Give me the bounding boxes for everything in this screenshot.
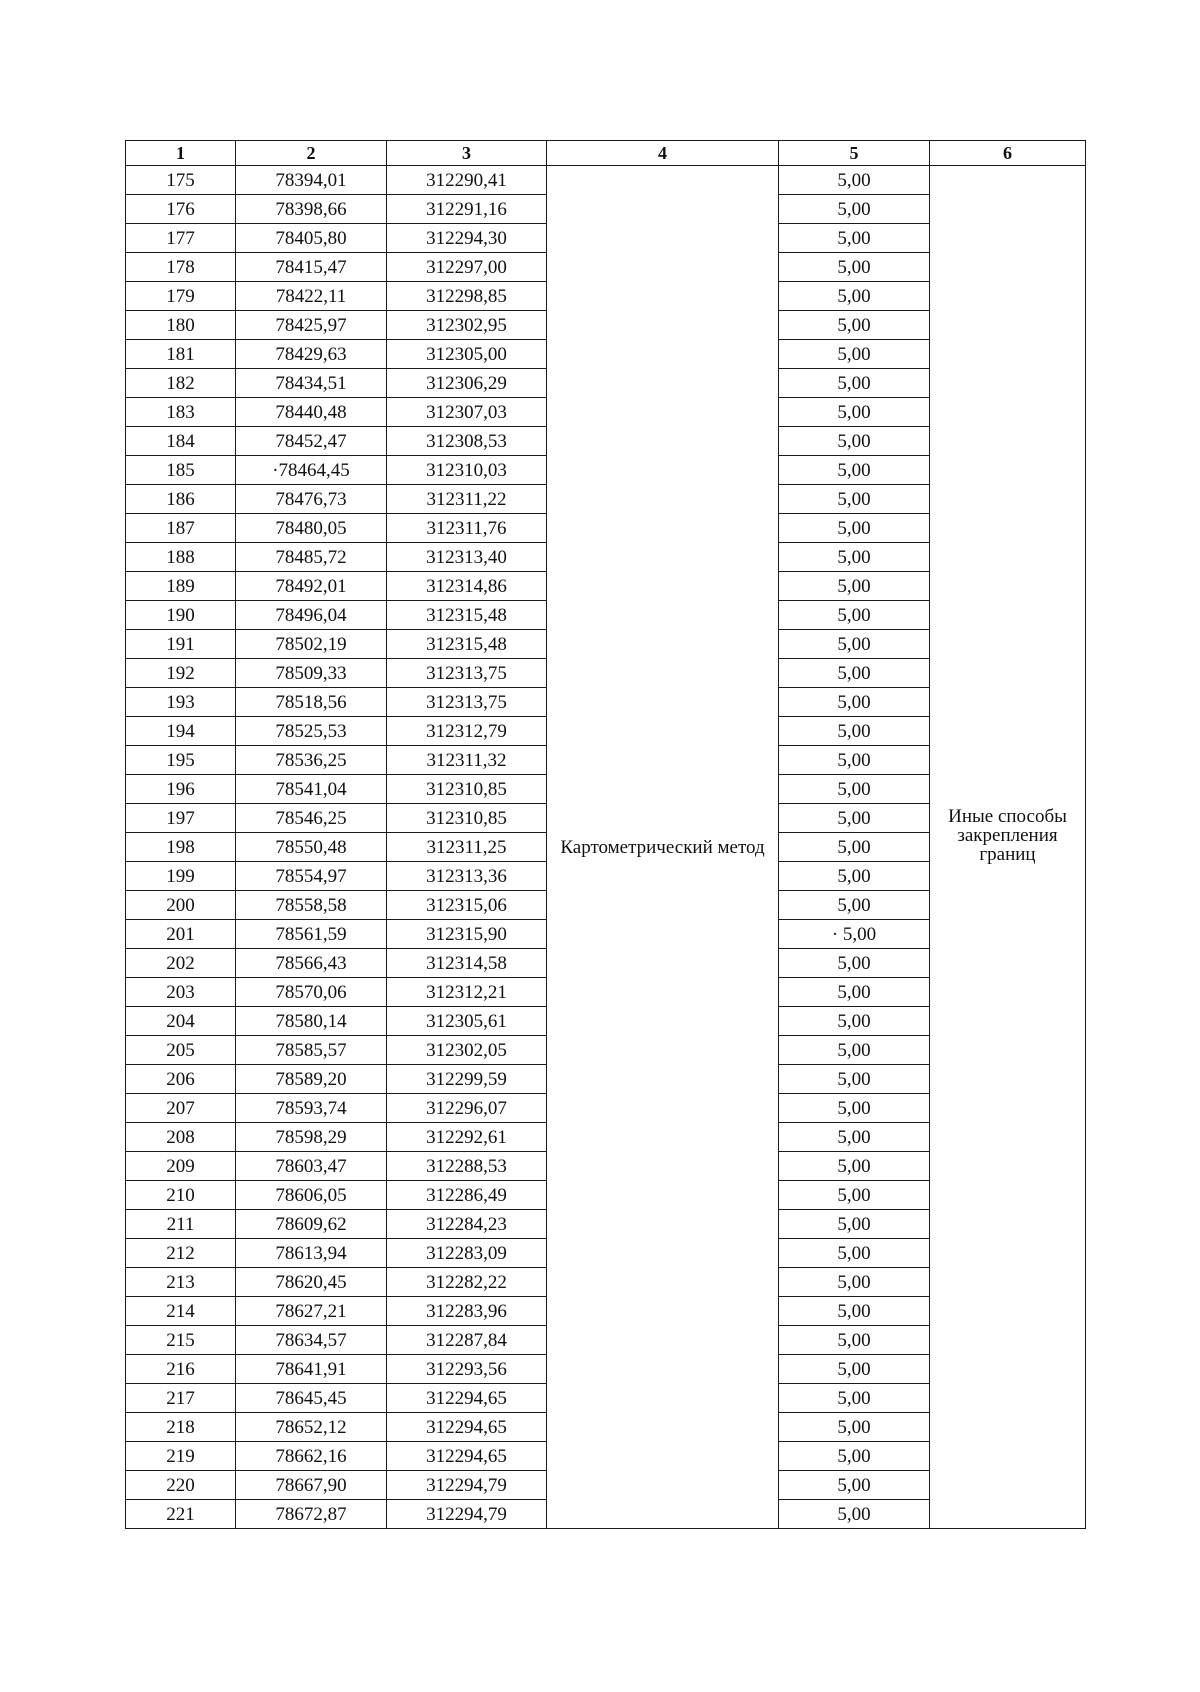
coordinate-y-cell: 312311,22 [387, 485, 547, 514]
point-number-cell: 207 [126, 1094, 236, 1123]
point-number-cell: 185 [126, 456, 236, 485]
coordinate-y-cell: 312306,29 [387, 369, 547, 398]
point-number-cell: 204 [126, 1007, 236, 1036]
point-number-cell: 188 [126, 543, 236, 572]
coordinate-x-cell: 78452,47 [236, 427, 387, 456]
point-number-cell: 219 [126, 1442, 236, 1471]
table-body [126, 166, 1086, 1529]
coordinate-y-cell: 312314,86 [387, 572, 547, 601]
accuracy-cell: 5,00 [779, 369, 930, 398]
fixing-method-cell [930, 166, 1086, 1529]
point-number-cell: 211 [126, 1210, 236, 1239]
accuracy-cell: 5,00 [779, 862, 930, 891]
point-number-cell: 184 [126, 427, 236, 456]
point-number-cell: 206 [126, 1065, 236, 1094]
header-row [126, 141, 1086, 166]
header-col-3: 3 [387, 141, 547, 166]
boundary-points-table [125, 140, 1086, 1529]
coordinate-x-cell: 78429,63 [236, 340, 387, 369]
coordinate-y-cell: 312305,61 [387, 1007, 547, 1036]
point-number-cell: 200 [126, 891, 236, 920]
coordinate-y-cell: 312287,84 [387, 1326, 547, 1355]
point-number-cell: 221 [126, 1500, 236, 1529]
coordinate-y-cell: 312290,41 [387, 166, 547, 195]
accuracy-cell: 5,00 [779, 1239, 930, 1268]
accuracy-cell: 5,00 [779, 891, 930, 920]
coordinate-y-cell: 312284,23 [387, 1210, 547, 1239]
point-number-cell: 197 [126, 804, 236, 833]
accuracy-cell: 5,00 [779, 514, 930, 543]
accuracy-cell: 5,00 [779, 659, 930, 688]
accuracy-cell: 5,00 [779, 833, 930, 862]
coordinate-x-cell: 78550,48 [236, 833, 387, 862]
coordinate-y-cell: 312296,07 [387, 1094, 547, 1123]
coordinate-x-cell: 78641,91 [236, 1355, 387, 1384]
coordinate-x-cell: 78593,74 [236, 1094, 387, 1123]
coordinate-x-cell: ·78464,45 [236, 456, 387, 485]
coordinate-y-cell: 312291,16 [387, 195, 547, 224]
point-number-cell: 218 [126, 1413, 236, 1442]
point-number-cell: 202 [126, 949, 236, 978]
accuracy-cell: 5,00 [779, 1007, 930, 1036]
coordinate-y-cell: 312311,25 [387, 833, 547, 862]
coordinate-y-cell: 312307,03 [387, 398, 547, 427]
coordinate-y-cell: 312288,53 [387, 1152, 547, 1181]
coordinate-y-cell: 312310,85 [387, 775, 547, 804]
coordinate-y-cell: 312315,90 [387, 920, 547, 949]
point-number-cell: 183 [126, 398, 236, 427]
accuracy-cell: 5,00 [779, 253, 930, 282]
coordinate-x-cell: 78627,21 [236, 1297, 387, 1326]
accuracy-cell: 5,00 [779, 1384, 930, 1413]
coordinate-y-cell: 312294,65 [387, 1384, 547, 1413]
point-number-cell: 214 [126, 1297, 236, 1326]
fixing-method-text: Иные способы закрепления границ [948, 805, 1067, 865]
header-col-6: 6 [930, 141, 1086, 166]
coordinate-y-cell: 312299,59 [387, 1065, 547, 1094]
coordinate-y-cell: 312315,06 [387, 891, 547, 920]
coordinate-x-cell: 78496,04 [236, 601, 387, 630]
table-header [126, 141, 1086, 166]
coordinate-x-cell: 78570,06 [236, 978, 387, 1007]
coordinate-x-cell: 78405,80 [236, 224, 387, 253]
accuracy-cell: 5,00 [779, 1500, 930, 1529]
coordinate-y-cell: 312282,22 [387, 1268, 547, 1297]
coordinate-x-cell: 78603,47 [236, 1152, 387, 1181]
coordinate-x-cell: 78613,94 [236, 1239, 387, 1268]
accuracy-cell: 5,00 [779, 224, 930, 253]
coordinate-x-cell: 78398,66 [236, 195, 387, 224]
coordinate-x-cell: 78492,01 [236, 572, 387, 601]
coordinate-x-cell: 78536,25 [236, 746, 387, 775]
accuracy-cell: 5,00 [779, 427, 930, 456]
coordinate-x-cell: 78645,45 [236, 1384, 387, 1413]
point-number-cell: 205 [126, 1036, 236, 1065]
accuracy-cell: 5,00 [779, 1355, 930, 1384]
coordinate-x-cell: 78580,14 [236, 1007, 387, 1036]
coordinate-x-cell: 78634,57 [236, 1326, 387, 1355]
point-number-cell: 186 [126, 485, 236, 514]
coordinate-x-cell: 78502,19 [236, 630, 387, 659]
point-number-cell: 212 [126, 1239, 236, 1268]
point-number-cell: 199 [126, 862, 236, 891]
coordinate-x-cell: 78554,97 [236, 862, 387, 891]
accuracy-cell: 5,00 [779, 1268, 930, 1297]
point-number-cell: 209 [126, 1152, 236, 1181]
accuracy-cell: 5,00 [779, 572, 930, 601]
point-number-cell: 215 [126, 1326, 236, 1355]
coordinate-y-cell: 312302,05 [387, 1036, 547, 1065]
coordinate-y-cell: 312286,49 [387, 1181, 547, 1210]
point-number-cell: 178 [126, 253, 236, 282]
coordinate-y-cell: 312305,00 [387, 340, 547, 369]
coordinate-y-cell: 312310,85 [387, 804, 547, 833]
coordinate-x-cell: 78485,72 [236, 543, 387, 572]
point-number-cell: 177 [126, 224, 236, 253]
coordinate-x-cell: 78422,11 [236, 282, 387, 311]
coordinate-y-cell: 312297,00 [387, 253, 547, 282]
coordinate-y-cell: 312283,96 [387, 1297, 547, 1326]
coordinate-x-cell: 78509,33 [236, 659, 387, 688]
coordinate-x-cell: 78480,05 [236, 514, 387, 543]
coordinate-x-cell: 78652,12 [236, 1413, 387, 1442]
coordinate-y-cell: 312294,30 [387, 224, 547, 253]
accuracy-cell: 5,00 [779, 978, 930, 1007]
point-number-cell: 216 [126, 1355, 236, 1384]
point-number-cell: 175 [126, 166, 236, 195]
header-col-2: 2 [236, 141, 387, 166]
coordinate-y-cell: 312313,75 [387, 688, 547, 717]
coordinate-x-cell: 78667,90 [236, 1471, 387, 1500]
coordinate-x-cell: 78525,53 [236, 717, 387, 746]
coordinate-x-cell: 78394,01 [236, 166, 387, 195]
accuracy-cell: 5,00 [779, 804, 930, 833]
accuracy-cell: 5,00 [779, 398, 930, 427]
point-number-cell: 210 [126, 1181, 236, 1210]
point-number-cell: 198 [126, 833, 236, 862]
coordinate-x-cell: 78541,04 [236, 775, 387, 804]
point-number-cell: 195 [126, 746, 236, 775]
point-number-cell: 192 [126, 659, 236, 688]
point-number-cell: 176 [126, 195, 236, 224]
accuracy-cell: 5,00 [779, 601, 930, 630]
coordinate-y-cell: 312294,65 [387, 1442, 547, 1471]
method-cell: Картометрический метод [547, 166, 779, 1529]
coordinate-y-cell: 312311,32 [387, 746, 547, 775]
accuracy-cell: 5,00 [779, 485, 930, 514]
accuracy-cell: 5,00 [779, 949, 930, 978]
accuracy-cell: 5,00 [779, 166, 930, 195]
coordinate-y-cell: 312313,40 [387, 543, 547, 572]
accuracy-cell: 5,00 [779, 1210, 930, 1239]
accuracy-cell: 5,00 [779, 1326, 930, 1355]
coordinate-y-cell: 312313,75 [387, 659, 547, 688]
accuracy-cell: 5,00 [779, 456, 930, 485]
coordinate-x-cell: 78566,43 [236, 949, 387, 978]
coordinate-y-cell: 312292,61 [387, 1123, 547, 1152]
coordinate-x-cell: 78561,59 [236, 920, 387, 949]
coordinate-y-cell: 312294,79 [387, 1471, 547, 1500]
coordinate-y-cell: 312313,36 [387, 862, 547, 891]
coordinate-x-cell: 78425,97 [236, 311, 387, 340]
coordinate-y-cell: 312310,03 [387, 456, 547, 485]
coordinate-x-cell: 78415,47 [236, 253, 387, 282]
point-number-cell: 213 [126, 1268, 236, 1297]
accuracy-cell: 5,00 [779, 340, 930, 369]
coordinate-x-cell: 78662,16 [236, 1442, 387, 1471]
coordinate-y-cell: 312293,56 [387, 1355, 547, 1384]
point-number-cell: 180 [126, 311, 236, 340]
accuracy-cell: 5,00 [779, 1036, 930, 1065]
coordinate-y-cell: 312311,76 [387, 514, 547, 543]
coordinate-x-cell: 78598,29 [236, 1123, 387, 1152]
coordinate-y-cell: 312294,79 [387, 1500, 547, 1529]
point-number-cell: 208 [126, 1123, 236, 1152]
coordinate-y-cell: 312312,21 [387, 978, 547, 1007]
point-number-cell: 190 [126, 601, 236, 630]
coordinate-y-cell: 312315,48 [387, 630, 547, 659]
coordinate-y-cell: 312298,85 [387, 282, 547, 311]
header-col-5: 5 [779, 141, 930, 166]
accuracy-cell: 5,00 [779, 311, 930, 340]
accuracy-cell: 5,00 [779, 1471, 930, 1500]
accuracy-cell: 5,00 [779, 1413, 930, 1442]
point-number-cell: 191 [126, 630, 236, 659]
coordinate-x-cell: 78620,45 [236, 1268, 387, 1297]
accuracy-cell: 5,00 [779, 282, 930, 311]
coordinate-x-cell: 78440,48 [236, 398, 387, 427]
coordinate-y-cell: 312294,65 [387, 1413, 547, 1442]
point-number-cell: 187 [126, 514, 236, 543]
coordinate-x-cell: 78606,05 [236, 1181, 387, 1210]
coordinate-y-cell: 312302,95 [387, 311, 547, 340]
accuracy-cell: 5,00 [779, 630, 930, 659]
accuracy-cell: 5,00 [779, 1152, 930, 1181]
coordinate-x-cell: 78589,20 [236, 1065, 387, 1094]
point-number-cell: 181 [126, 340, 236, 369]
accuracy-cell: 5,00 [779, 1442, 930, 1471]
coordinate-x-cell: 78476,73 [236, 485, 387, 514]
coordinate-x-cell: 78518,56 [236, 688, 387, 717]
coordinate-x-cell: 78546,25 [236, 804, 387, 833]
accuracy-cell: · 5,00 [779, 920, 930, 949]
coordinate-y-cell: 312283,09 [387, 1239, 547, 1268]
coordinate-y-cell: 312308,53 [387, 427, 547, 456]
header-col-1: 1 [126, 141, 236, 166]
point-number-cell: 220 [126, 1471, 236, 1500]
point-number-cell: 194 [126, 717, 236, 746]
accuracy-cell: 5,00 [779, 717, 930, 746]
accuracy-cell: 5,00 [779, 775, 930, 804]
accuracy-cell: 5,00 [779, 1297, 930, 1326]
accuracy-cell: 5,00 [779, 746, 930, 775]
coordinate-y-cell: 312315,48 [387, 601, 547, 630]
coordinate-x-cell: 78558,58 [236, 891, 387, 920]
point-number-cell: 193 [126, 688, 236, 717]
accuracy-cell: 5,00 [779, 195, 930, 224]
point-number-cell: 189 [126, 572, 236, 601]
point-number-cell: 182 [126, 369, 236, 398]
accuracy-cell: 5,00 [779, 1094, 930, 1123]
coordinate-x-cell: 78672,87 [236, 1500, 387, 1529]
point-number-cell: 179 [126, 282, 236, 311]
coordinate-x-cell: 78585,57 [236, 1036, 387, 1065]
point-number-cell: 196 [126, 775, 236, 804]
header-col-4: 4 [547, 141, 779, 166]
accuracy-cell: 5,00 [779, 1123, 930, 1152]
accuracy-cell: 5,00 [779, 543, 930, 572]
coordinate-x-cell: 78609,62 [236, 1210, 387, 1239]
accuracy-cell: 5,00 [779, 1181, 930, 1210]
point-number-cell: 203 [126, 978, 236, 1007]
coordinate-y-cell: 312314,58 [387, 949, 547, 978]
coordinate-x-cell: 78434,51 [236, 369, 387, 398]
point-number-cell: 217 [126, 1384, 236, 1413]
accuracy-cell: 5,00 [779, 1065, 930, 1094]
table-row [126, 166, 1086, 195]
accuracy-cell: 5,00 [779, 688, 930, 717]
coordinate-y-cell: 312312,79 [387, 717, 547, 746]
point-number-cell: 201 [126, 920, 236, 949]
